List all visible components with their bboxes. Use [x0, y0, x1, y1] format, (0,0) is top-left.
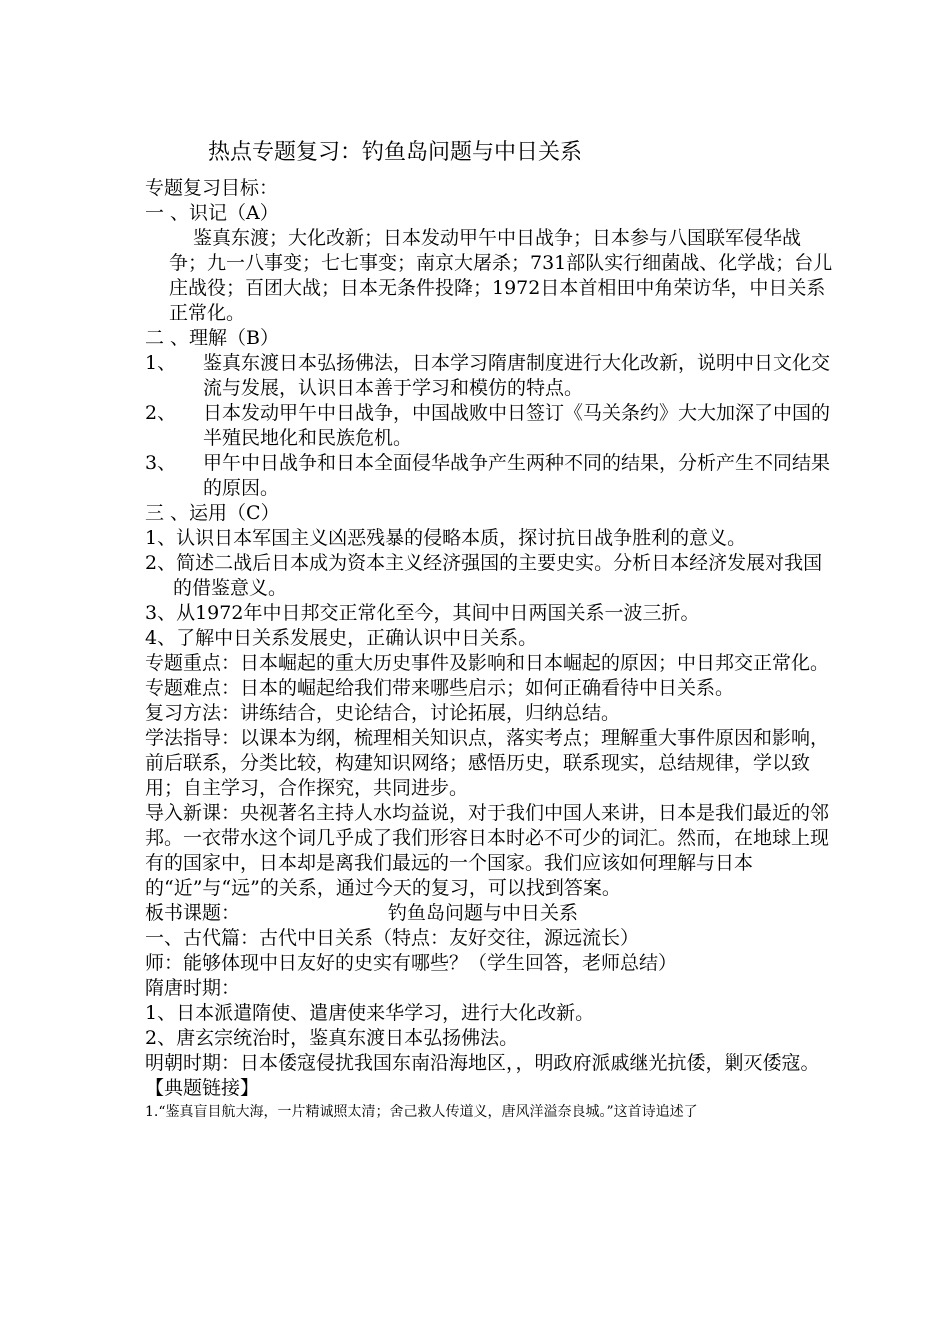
item-number: 3、 — [145, 452, 177, 474]
section-2-heading: 二 、理解（B） — [145, 327, 280, 349]
suitang-heading: 隋唐时期： — [145, 977, 241, 999]
key-point: 专题重点：日本崛起的重大历史事件及影响和日本崛起的原因；中日邦交正常化。 — [145, 652, 830, 674]
lesson-intro: 导入新课：央视著名主持人水均益说，对于我们中国人来讲，日本是我们最近的邻邦。一衣带水这个词几乎成了我们形容日本时必不可少的词汇。然而，在地球上现有的国家中，日本却是离我们最远的一个国家。我们应该如何理解与日本的“近”与“远”的关系，通过今天的复习，可以找到答案。 — [145, 802, 830, 899]
ancient-heading: 一、古代篇：古代中日关系（特点：友好交往，源远流长） — [145, 927, 640, 949]
study-guidance: 学法指导：以课本为纲，梳理相关知识点，落实考点；理解重大事件原因和影响，前后联系，分类比较，构建知识网络；感悟历史，联系现实，总结规律，学以致用；自主学习，合作探究，共同进步。 — [145, 727, 830, 799]
suitang-item: 2、唐玄宗统治时，鉴真东渡日本弘扬佛法。 — [145, 1027, 519, 1049]
section-2-item — [145, 401, 835, 451]
suitang-item: 1、日本派遣隋使、遣唐使来华学习，进行大化改新。 — [145, 1002, 595, 1024]
difficulty: 专题难点：日本的崛起给我们带来哪些启示；如何正确看待中日关系。 — [145, 677, 735, 699]
item-text: 日本发动甲午中日战争，中国战败中日签订《马关条约》大大加深了中国的半殖民地化和民族危机。 — [203, 402, 831, 449]
ming-period: 明朝时期：日本倭寇侵扰我国东南沿海地区，，明政府派戚继光抗倭，剿灭倭寇。 — [145, 1052, 820, 1074]
board-label: 板书课题： — [145, 902, 241, 924]
item-number: 1、 — [145, 352, 177, 374]
item-text: 鉴真东渡日本弘扬佛法，日本学习隋唐制度进行大化改新，说明中日文化交流与发展，认识日本善于学习和模仿的特点。 — [203, 352, 831, 399]
section-2-item — [145, 351, 835, 401]
board-title-line — [145, 901, 835, 926]
section-3-item: 3、从1972年中日邦交正常化至今，其间中日两国关系一波三折。 — [145, 602, 700, 624]
item-text: 甲午中日战争和日本全面侵华战争产生两种不同的结果，分析产生不同结果的原因。 — [203, 452, 831, 499]
section-3-heading: 三 、运用（C） — [145, 502, 280, 524]
section-1-heading: 一 、识记（A） — [145, 202, 279, 224]
document-title: 热点专题复习：钓鱼岛问题与中日关系 — [208, 140, 583, 165]
review-method: 复习方法：讲练结合，史论结合，讨论拓展，归纳总结。 — [145, 702, 621, 724]
section-3-item: 1、认识日本军国主义凶恶残暴的侵略本质，探讨抗日战争胜利的意义。 — [145, 527, 747, 549]
link-heading: 【典题链接】 — [145, 1077, 260, 1099]
item-number: 2、 — [145, 402, 177, 424]
goal-heading: 专题复习目标： — [145, 177, 279, 199]
section-3-item: 2、简述二战后日本成为资本主义经济强国的主要史实。分析日本经济发展对我国的借鉴意义。 — [145, 552, 823, 599]
section-3-item: 4、了解中日关系发展史，正确认识中日关系。 — [145, 627, 538, 649]
section-2-item — [145, 451, 835, 501]
section-1-text: 鉴真东渡；大化改新；日本发动甲午中日战争；日本参与八国联军侵华战争；九一八事变；七七事变；南京大屠杀；731部队实行细菌战、化学战；台儿庄战役；百团大战；日本无条件投降；1972日本首相田中角荣访华，中日关系正常化。 — [169, 227, 833, 324]
board-title: 钓鱼岛问题与中日关系 — [388, 902, 579, 924]
document-body — [145, 176, 835, 1123]
teacher-question: 师：能够体现中日友好的史实有哪些？（学生回答，老师总结） — [145, 952, 678, 974]
question-1: 1.“鉴真盲目航大海，一片精诚照太清；舍己救人传道义，唐风洋溢奈良城。”这首诗追述了 — [145, 1104, 698, 1120]
